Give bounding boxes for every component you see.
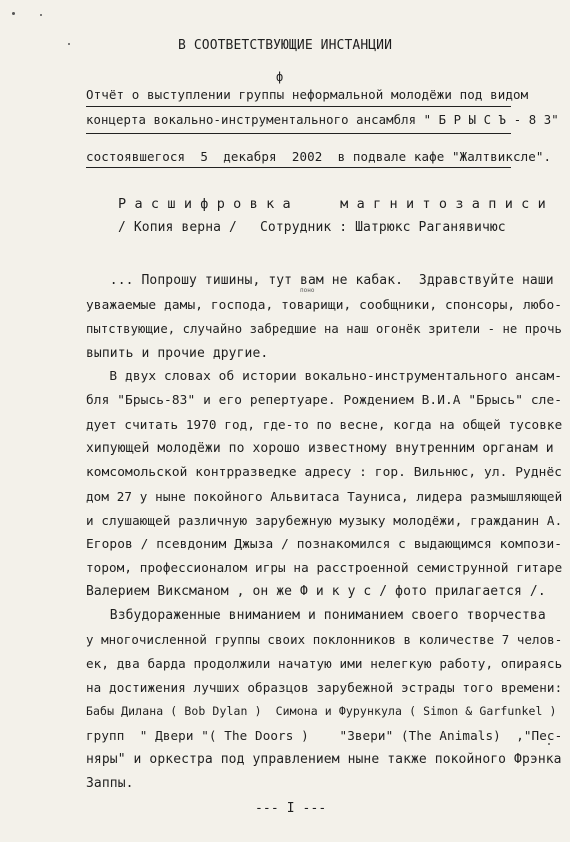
handwritten-note: поно <box>300 287 315 294</box>
underline <box>86 167 511 168</box>
handwritten-correction: ф <box>276 70 284 84</box>
ink-speck <box>12 12 15 15</box>
body-line: выпить и прочие другие. <box>86 346 269 361</box>
ink-speck <box>68 43 70 45</box>
body-line: тором, профессионалом игры на расстроенной семиструнной гитаре <box>86 560 563 575</box>
body-line: Взбудораженные вниманием и пониманием своего творчества <box>86 608 546 623</box>
ink-speck <box>548 743 550 745</box>
copy-note: / Копия верна / <box>118 220 237 235</box>
body-line: комсомольской контрразведке адресу : гор. Вильнюс, ул. Руднёс <box>86 465 563 480</box>
body-line: Валерием Виксманом , он же Ф и к у с / фото прилагается /. <box>86 584 546 599</box>
report-line-2: концерта вокально-инструментального ансамбля " Б Р Ы С Ъ - 8 3" <box>86 113 559 127</box>
body-line: дом 27 у ныне покойного Альвитаса Тауниса, лидера размышляющей <box>86 489 563 504</box>
body-line: В двух словах об истории вокально-инструментального ансам- <box>86 369 563 384</box>
body-line: у многочисленной группы своих поклонников в количестве 7 челов- <box>86 632 563 647</box>
employee-line: Сотрудник : Шатрюкс Раганявичюс <box>260 220 506 235</box>
body-line: ек, два барда продолжили начатую ими нелегкую работу, опираясь <box>86 656 563 671</box>
body-line: бля "Брысь-83" и его репертуаре. Рождением В.И.А "Брысь" сле- <box>86 393 563 408</box>
underline <box>86 133 511 134</box>
body-line: няры" и оркестра под управлением ныне также покойного Фрэнка <box>86 752 562 767</box>
body-line: групп " Двери "( The Doors ) "Звери" (The Animals) ,"Пес- <box>86 728 563 743</box>
body-line: хипующей молодёжи по хорошо известному внутренним органам и <box>86 441 554 456</box>
body-line: на достижения лучших образцов зарубежной эстрады того времени: <box>86 680 563 695</box>
document-title: В СООТВЕТСТВУЮЩИЕ ИНСТАНЦИИ <box>178 38 393 53</box>
body-line: дует считать 1970 год, где-то по весне, когда на общей тусовке <box>86 417 563 432</box>
ink-speck <box>40 14 42 16</box>
body-line: ... Попрошу тишины, тут вам не кабак. Здравствуйте наши <box>86 273 554 288</box>
body-line: и слушающей различную зарубежную музыку молодёжи, гражданин А. <box>86 513 563 528</box>
underline <box>86 106 511 107</box>
transcript-heading: Р а с ш и ф р о в к а м а г н и т о з а п и с и <box>118 196 546 212</box>
body-line: Егоров / псевдоним Джыза / познакомился с выдающимся компози- <box>86 537 563 552</box>
body-line: пытствующие, случайно забредшие на наш огонёк зрители - не прочь <box>86 322 562 336</box>
body-line: Заппы. <box>86 776 134 791</box>
report-line-1: Отчёт о выступлении группы неформальной молодёжи под видом <box>86 87 529 102</box>
body-line: Бабы Дилана ( Bob Dylan ) Симона и Фурункула ( Simon & Garfunkel ) <box>86 704 557 718</box>
report-line-3: состоявшегося 5 декабря 2002 в подвале кафе "Жалтвиксле". <box>86 149 552 164</box>
body-line: уважаемые дамы, господа, товарищи, сообщники, спонсоры, любо- <box>86 298 563 313</box>
page-number: --- I --- <box>255 801 327 816</box>
